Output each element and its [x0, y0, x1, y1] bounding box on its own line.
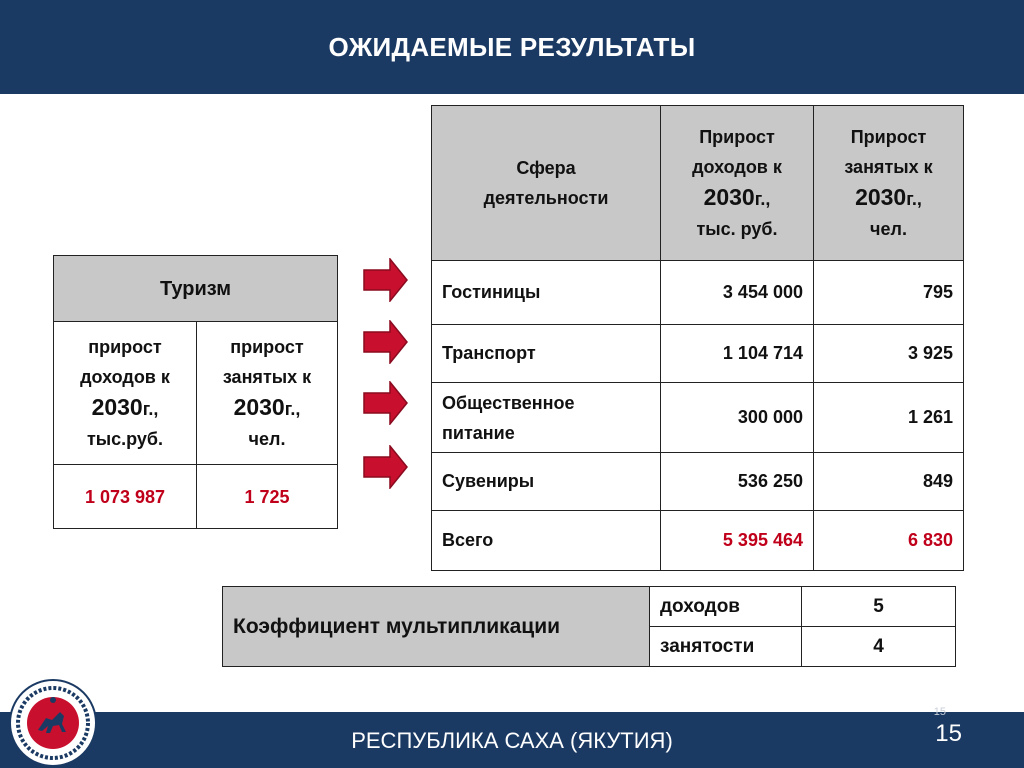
- table-row: [432, 325, 964, 383]
- tourism-employed-value: 1 725: [197, 465, 338, 529]
- arrow-right-icon: [362, 320, 408, 364]
- table-row: [432, 261, 964, 325]
- multiplier-label: доходов: [650, 587, 802, 627]
- header-employed: Прирост занятых к 2030г., чел.: [814, 106, 964, 261]
- slide-title: ОЖИДАЕМЫЕ РЕЗУЛЬТАТЫ: [328, 31, 696, 62]
- header-income: Прирост доходов к 2030г., тыс. руб.: [661, 106, 814, 261]
- row-name: Транспорт: [432, 325, 661, 383]
- republic-emblem-icon: [8, 678, 98, 768]
- row-employed: 795: [814, 261, 964, 325]
- arrow-right-icon: [362, 445, 408, 489]
- tourism-income-header: прирост доходов к 2030г., тыс.руб.: [54, 322, 197, 465]
- table-row: [432, 383, 964, 453]
- arrow-right-icon: [362, 381, 408, 425]
- row-income: 536 250: [661, 453, 814, 511]
- header-sphere: Сфера деятельности: [432, 106, 661, 261]
- page-number-ghost: 15: [933, 706, 946, 718]
- row-income: 300 000: [661, 383, 814, 453]
- row-name: Общественное питание: [432, 383, 661, 453]
- multiplier-label: занятости: [650, 627, 802, 667]
- row-employed: 3 925: [814, 325, 964, 383]
- arrow-right-icon: [362, 258, 408, 302]
- row-income: 1 104 714: [661, 325, 814, 383]
- row-employed: 849: [814, 453, 964, 511]
- title-bar: [0, 0, 1024, 94]
- table-row: [432, 453, 964, 511]
- row-name: Сувениры: [432, 453, 661, 511]
- tourism-table: [53, 255, 338, 529]
- row-income: 3 454 000: [661, 261, 814, 325]
- row-name: Гостиницы: [432, 261, 661, 325]
- total-label: Всего: [432, 511, 661, 571]
- tourism-employed-header: прирост занятых к 2030г., чел.: [197, 322, 338, 465]
- total-row: [432, 511, 964, 571]
- results-table: [431, 105, 964, 571]
- page-number: 15: [935, 720, 962, 747]
- multiplier-value: 4: [802, 627, 956, 667]
- multiplier-value: 5: [802, 587, 956, 627]
- tourism-income-value: 1 073 987: [54, 465, 197, 529]
- tourism-title: Туризм: [54, 256, 338, 322]
- row-employed: 1 261: [814, 383, 964, 453]
- multiplier-table: [222, 586, 956, 667]
- footer-text: РЕСПУБЛИКА САХА (ЯКУТИЯ): [351, 728, 673, 753]
- total-income: 5 395 464: [661, 511, 814, 571]
- multiplier-title: Коэффициент мультипликации: [223, 587, 650, 667]
- total-employed: 6 830: [814, 511, 964, 571]
